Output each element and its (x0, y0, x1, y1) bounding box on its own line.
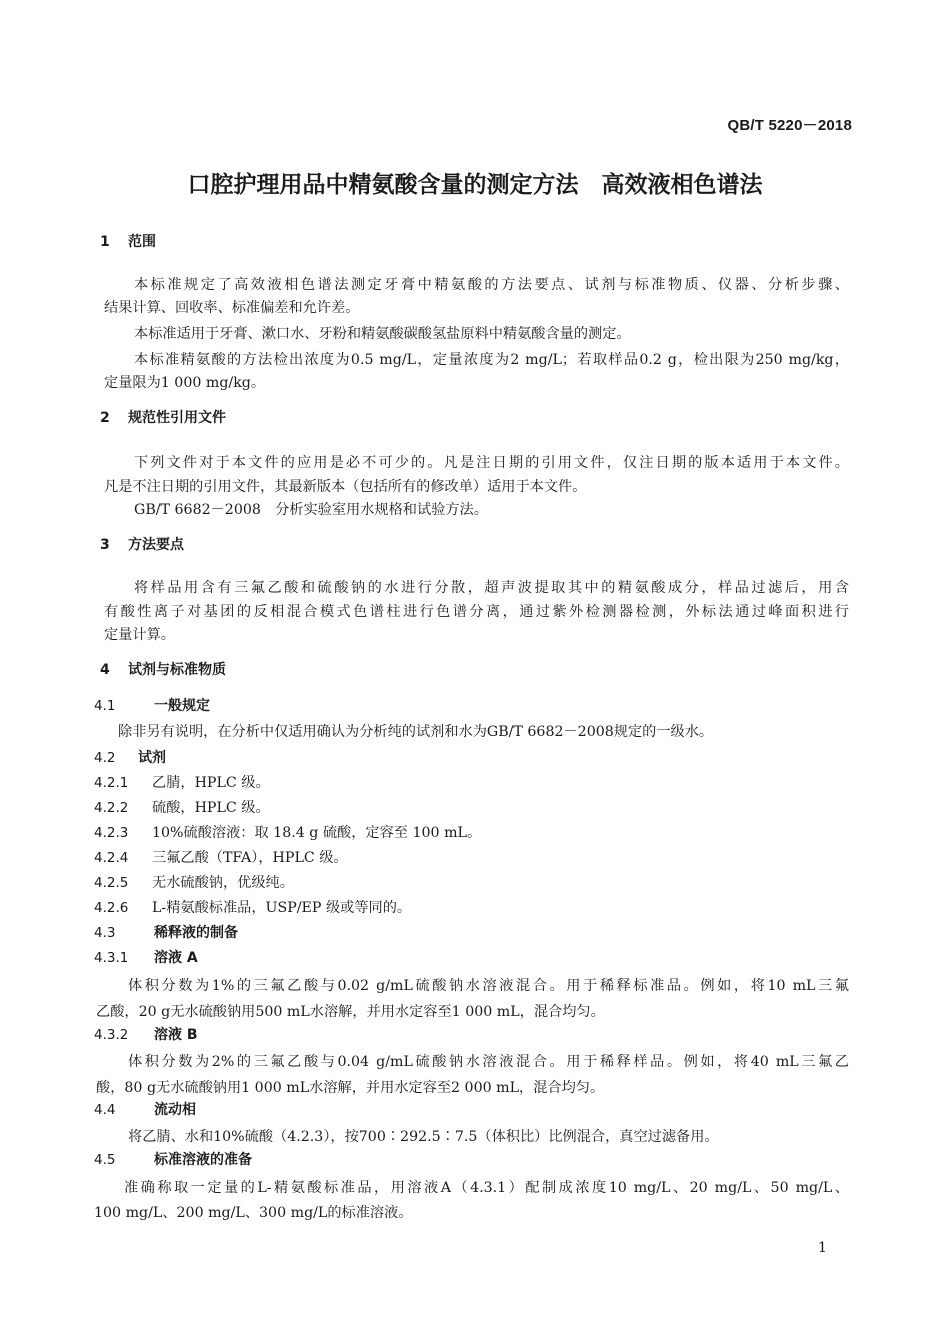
s1-para1-line1: 本标准规定了高效液相色谱法测定牙膏中精氨酸的方法要点、试剂与标准物质、仪器、分析步骤、 (134, 277, 849, 293)
s432-para-line1: 体积分数为2%的三氟乙酸与0.04 g/mL硫酸钠水溶液混合。用于稀释样品。例如，将40 mL三氟乙 (128, 1054, 849, 1070)
reagent-item: 4.2.5 无水硫酸钠，优级纯。 (94, 875, 294, 891)
s431-para-line2: 乙酸，20 g无水硫酸钠用500 mL水溶解，并用水定容至1 000 mL，混合均匀。 (96, 1004, 605, 1020)
section-4-2-heading: 4.2 试剂 (94, 750, 166, 766)
section-4-3-heading: 4.3 稀释液的制备 (94, 925, 238, 941)
s2-para1-line1: 下列文件对于本文件的应用是必不可少的。凡是注日期的引用文件，仅注日期的版本适用于本文件。 (134, 455, 849, 471)
section-2-heading: 2 规范性引用文件 (100, 410, 226, 426)
s45-para-line1: 准确称取一定量的L-精氨酸标准品，用溶液A（4.3.1）配制成浓度10 mg/L、20 mg/L、50 mg/L、 (124, 1180, 849, 1196)
reagent-item: 4.2.4 三氟乙酸（TFA），HPLC 级。 (94, 850, 348, 866)
s3-para-line1: 将样品用含有三氟乙酸和硫酸钠的水进行分散，超声波提取其中的精氨酸成分，样品过滤后，用含 (134, 580, 849, 596)
section-4-3-1-heading: 4.3.1 溶液 A (94, 950, 198, 966)
reagent-item: 4.2.6 L-精氨酸标准品，USP/EP 级或等同的。 (94, 900, 412, 916)
reagent-item: 4.2.2 硫酸，HPLC 级。 (94, 800, 270, 816)
s3-para-line3: 定量计算。 (104, 627, 175, 643)
s1-para2: 本标准适用于牙膏、漱口水、牙粉和精氨酸碳酸氢盐原料中精氨酸含量的测定。 (134, 326, 631, 342)
section-4-3-2-heading: 4.3.2 溶液 B (94, 1027, 198, 1043)
s431-para-line1: 体积分数为1%的三氟乙酸与0.02 g/mL硫酸钠水溶液混合。用于稀释标准品。例如，将10 mL三氟 (128, 978, 849, 994)
s1-para3-line2: 定量限为1 000 mg/kg。 (104, 375, 266, 391)
s1-para1-line2: 结果计算、回收率、标准偏差和允许差。 (104, 300, 360, 316)
document-title: 口腔护理用品中精氨酸含量的测定方法 高效液相色谱法 (187, 172, 763, 198)
standard-code: QB/T 5220－2018 (727, 117, 852, 134)
s3-para-line2: 有酸性离子对基团的反相混合模式色谱柱进行色谱分离，通过紫外检测器检测，外标法通过峰面积进行 (104, 604, 849, 620)
s432-para-line2: 酸，80 g无水硫酸钠用1 000 mL水溶解，并用水定容至2 000 mL，混合均匀。 (96, 1080, 605, 1096)
section-4-heading: 4 试剂与标准物质 (100, 662, 226, 678)
s41-para: 除非另有说明，在分析中仅适用确认为分析纯的试剂和水为GB/T 6682－2008规定的一级水。 (118, 724, 714, 740)
s45-para-line2: 100 mg/L、200 mg/L、300 mg/L的标准溶液。 (94, 1205, 413, 1221)
section-3-heading: 3 方法要点 (100, 537, 184, 553)
s1-para3-line1: 本标准精氨酸的方法检出浓度为0.5 mg/L，定量浓度为2 mg/L；若取样品0.2 g，检出限为250 mg/kg， (134, 352, 849, 368)
section-1-heading: 1 范围 (100, 234, 156, 250)
reagent-item: 4.2.3 10%硫酸溶液：取 18.4 g 硫酸，定容至 100 mL。 (94, 825, 482, 841)
section-4-5-heading: 4.5 标准溶液的准备 (94, 1152, 252, 1168)
s2-para1-line2: 凡是不注日期的引用文件，其最新版本（包括所有的修改单）适用于本文件。 (104, 479, 587, 495)
s44-para: 将乙腈、水和10%硫酸（4.2.3），按700∶292.5∶7.5（体积比）比例混合，真空过滤备用。 (128, 1129, 719, 1145)
section-4-4-heading: 4.4 流动相 (94, 1102, 196, 1118)
s2-reference: GB/T 6682－2008 分析实验室用水规格和试验方法。 (134, 502, 488, 518)
page-number: 1 (818, 1240, 827, 1256)
reagent-item: 4.2.1 乙腈，HPLC 级。 (94, 775, 270, 791)
section-4-1-heading: 4.1 一般规定 (94, 698, 210, 714)
